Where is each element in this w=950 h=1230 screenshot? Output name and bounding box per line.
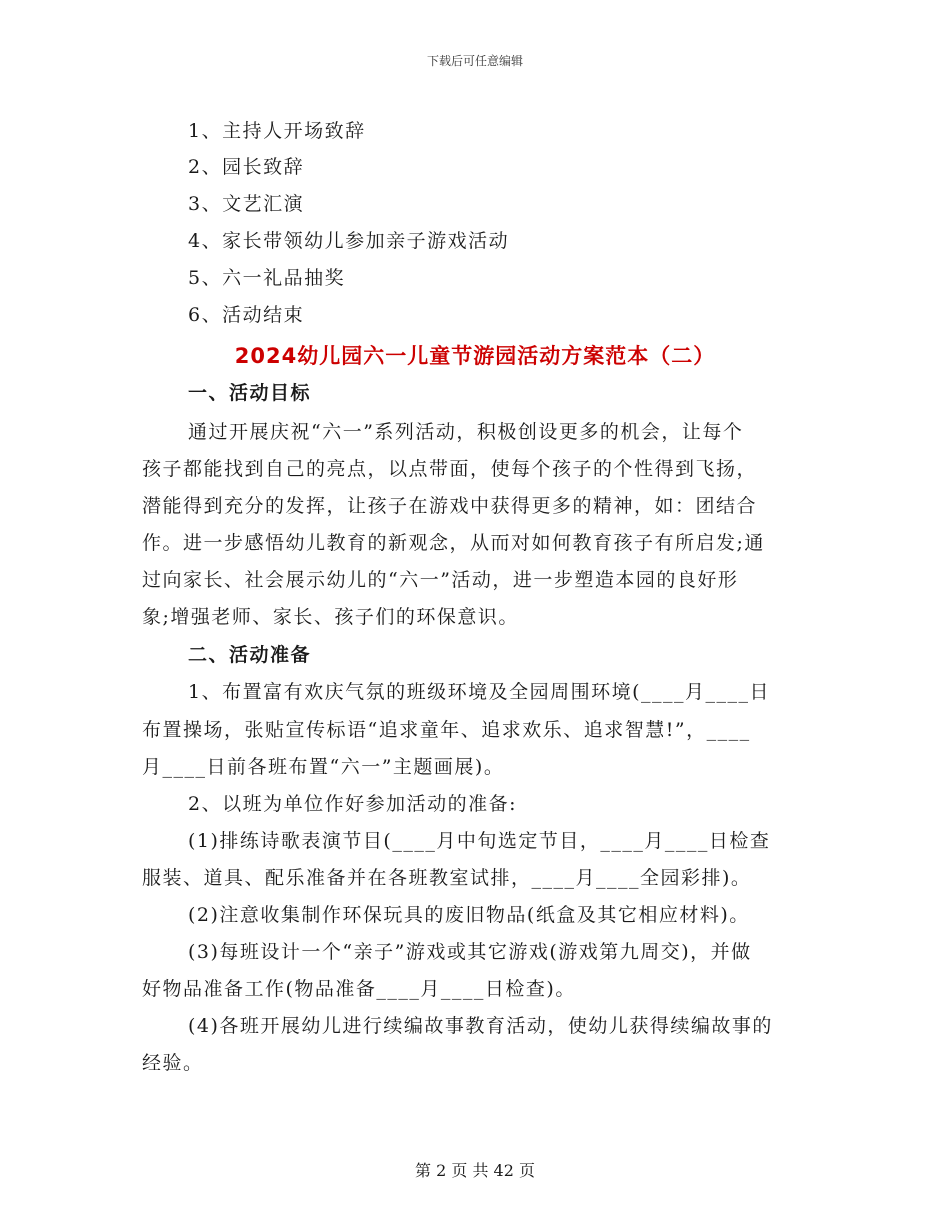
page-header: 下载后可任意编辑 [426, 54, 523, 68]
document-title: 2024幼儿园六一儿童节游园活动方案范本（二） [234, 344, 716, 368]
paragraph-line: 象;增强老师、家长、孩子们的环保意识。 [142, 606, 519, 628]
paragraph-line: (3)每班设计一个“亲子”游戏或其它游戏(游戏第九周交)，并做 [188, 941, 752, 963]
paragraph-line: 月____日前各班布置“六一”主题画展)。 [142, 756, 505, 778]
paragraph-line: 好物品准备工作(物品准备____月____日检查)。 [142, 978, 576, 1000]
paragraph-line: 过向家长、社会展示幼儿的“六一”活动，进一步塑造本园的良好形 [142, 569, 739, 591]
paragraph-line: 服装、道具、配乐准备并在各班教室试排，____月____全园彩排)。 [142, 867, 752, 889]
paragraph-line: 1、布置富有欢庆气氛的班级环境及全园周围环境(____月____日 [188, 681, 771, 703]
paragraph-line: (1)排练诗歌表演节目(____月中旬选定节目，____月____日检查 [188, 830, 771, 852]
agenda-item: 6、活动结束 [188, 304, 305, 326]
agenda-item: 5、六一礼品抽奖 [188, 267, 346, 289]
section-heading-preparation: 二、活动准备 [188, 644, 312, 666]
paragraph-line: (4)各班开展幼儿进行续编故事教育活动，使幼儿获得续编故事的 [188, 1015, 773, 1037]
paragraph-line: 经验。 [142, 1052, 204, 1074]
section-heading-goals: 一、活动目标 [188, 382, 312, 404]
page-footer: 第 2 页 共 42 页 [415, 1161, 535, 1180]
agenda-item: 2、园长致辞 [188, 156, 305, 178]
paragraph-line: 潜能得到充分的发挥，让孩子在游戏中获得更多的精神，如：团结合 [142, 495, 758, 517]
agenda-item: 4、家长带领幼儿参加亲子游戏活动 [188, 230, 510, 252]
paragraph-line: 作。进一步感悟幼儿教育的新观念，从而对如何教育孩子有所启发;通 [142, 532, 765, 554]
paragraph-line: 通过开展庆祝“六一”系列活动，积极创设更多的机会，让每个 [188, 421, 744, 443]
paragraph-line: 2、以班为单位作好参加活动的准备: [188, 793, 517, 815]
agenda-item: 3、文艺汇演 [188, 193, 305, 215]
agenda-item: 1、主持人开场致辞 [188, 120, 366, 142]
paragraph-line: (2)注意收集制作环保玩具的废旧物品(纸盒及其它相应材料)。 [188, 904, 750, 926]
paragraph-line: 布置操场，张贴宣传标语“追求童年、追求欢乐、追求智慧!”，____ [142, 719, 751, 741]
paragraph-line: 孩子都能找到自己的亮点，以点带面，使每个孩子的个性得到飞扬， [142, 458, 758, 480]
